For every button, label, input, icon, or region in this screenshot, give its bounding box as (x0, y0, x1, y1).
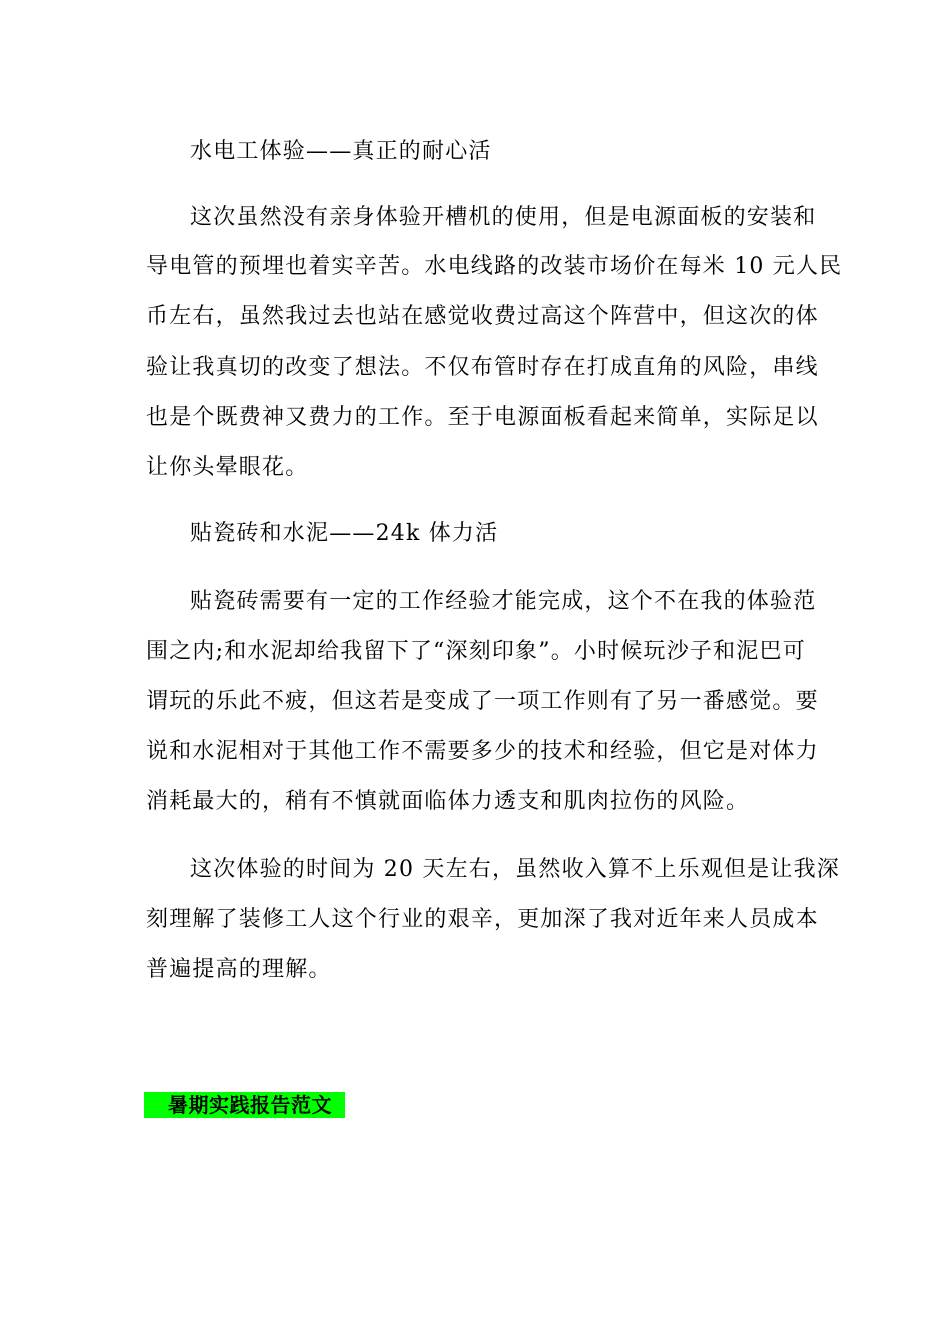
paragraph-line: 谓玩的乐此不疲，但这若是变成了一项工作则有了另一番感觉。要 (146, 689, 819, 714)
paragraph-line: 这次体验的时间为 20 天左右，虽然收入算不上乐观但是让我深 (190, 857, 840, 882)
paragraph-line: 说和水泥相对于其他工作不需要多少的技术和经验，但它是对体力 (146, 739, 819, 764)
paragraph-line: 围之内;和水泥却给我留下了“深刻印象”。小时候玩沙子和泥巴可 (146, 639, 806, 664)
paragraph-line: 贴瓷砖需要有一定的工作经验才能完成，这个不在我的体验范 (190, 589, 817, 614)
paragraph-line: 普遍提高的理解。 (146, 957, 332, 982)
paragraph-line: 币左右，虽然我过去也站在感觉收费过高这个阵营中，但这次的体 (146, 304, 819, 329)
paragraph-line: 也是个既费神又费力的工作。至于电源面板看起来简单，实际足以 (146, 405, 819, 430)
paragraph-line: 这次虽然没有亲身体验开槽机的使用，但是电源面板的安装和 (190, 205, 817, 230)
paragraph-line: 刻理解了装修工人这个行业的艰辛，更加深了我对近年来人员成本 (146, 907, 819, 932)
paragraph-line: 验让我真切的改变了想法。不仅布管时存在打成直角的风险，串线 (146, 355, 819, 380)
next-report-title: 暑期实践报告范文 (144, 1092, 345, 1118)
section-heading-electrician: 水电工体验——真正的耐心活 (190, 139, 492, 164)
paragraph-line: 让你头晕眼花。 (146, 455, 309, 480)
paragraph-line: 导电管的预埋也着实辛苦。水电线路的改装市场价在每米 10 元人民 (146, 254, 843, 279)
paragraph-line: 消耗最大的，稍有不慎就面临体力透支和肌肉拉伤的风险。 (146, 789, 750, 814)
section-heading-tiling: 贴瓷砖和水泥——24k 体力活 (190, 521, 499, 546)
